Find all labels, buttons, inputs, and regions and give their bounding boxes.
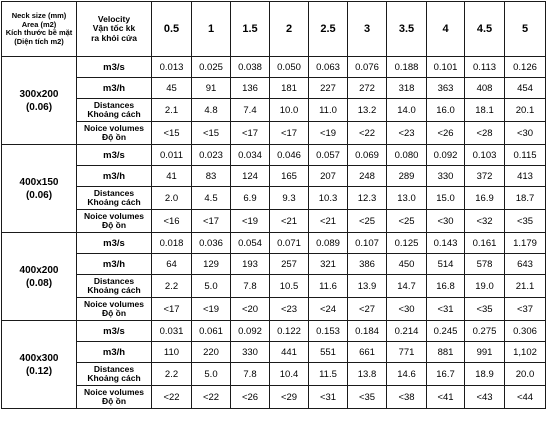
row-unit-label <box>77 321 152 342</box>
table-cell: 0.125 <box>387 233 427 254</box>
table-cell: <26 <box>427 122 465 145</box>
table-cell: <17 <box>270 122 309 145</box>
table-cell: <31 <box>427 298 465 321</box>
table-cell: <15 <box>192 122 231 145</box>
row-unit-label-line: Distances <box>93 276 135 286</box>
row-unit-label <box>77 386 152 409</box>
table-cell: <15 <box>152 122 192 145</box>
table-cell: <29 <box>270 386 309 409</box>
table-cell: 4.8 <box>192 99 231 122</box>
table-cell: 20.0 <box>505 363 546 386</box>
table-row <box>2 187 546 210</box>
table-cell: 0.076 <box>348 57 387 78</box>
table-cell: 0.071 <box>270 233 309 254</box>
table-cell: 0.034 <box>231 145 270 166</box>
row-unit-label-line: Distances <box>93 364 135 374</box>
table-row <box>2 363 546 386</box>
neck-area-value: (0.12) <box>25 365 53 377</box>
table-cell: 2.0 <box>152 187 192 210</box>
row-unit-label-line: m3/h <box>102 346 126 358</box>
table-cell: <17 <box>192 210 231 233</box>
table-cell: 18.9 <box>465 363 505 386</box>
table-cell: 18.1 <box>465 99 505 122</box>
table-cell: <19 <box>309 122 348 145</box>
table-cell: 551 <box>309 342 348 363</box>
table-cell: 372 <box>465 166 505 187</box>
table-row <box>2 275 546 298</box>
table-cell: 13.9 <box>348 275 387 298</box>
table-cell: 9.3 <box>270 187 309 210</box>
table-cell: 0.036 <box>192 233 231 254</box>
table-cell: <20 <box>231 298 270 321</box>
table-cell: 318 <box>387 78 427 99</box>
table-cell: 7.4 <box>231 99 270 122</box>
velocity-value-header: 3 <box>348 2 387 57</box>
table-cell: 12.3 <box>348 187 387 210</box>
table-cell: 14.0 <box>387 99 427 122</box>
row-unit-label-line: m3/s <box>103 237 125 249</box>
table-cell: 11.6 <box>309 275 348 298</box>
table-cell: <28 <box>465 122 505 145</box>
neck-size-header-line3: Kích thước bề mặt <box>5 28 73 37</box>
row-unit-label <box>77 233 152 254</box>
table-cell: <19 <box>231 210 270 233</box>
row-unit-label-line: m3/s <box>103 325 125 337</box>
table-row <box>2 210 546 233</box>
table-cell: 10.5 <box>270 275 309 298</box>
table-cell: 0.023 <box>192 145 231 166</box>
table-cell: <44 <box>505 386 546 409</box>
table-cell: 6.9 <box>231 187 270 210</box>
table-cell: 14.6 <box>387 363 427 386</box>
table-cell: 0.031 <box>152 321 192 342</box>
row-unit-label-line: Khoảng cách <box>87 197 141 207</box>
velocity-value-header: 2 <box>270 2 309 57</box>
row-unit-label-line: Distances <box>93 100 135 110</box>
table-cell: 0.275 <box>465 321 505 342</box>
neck-size-header <box>2 2 77 57</box>
table-cell: <27 <box>348 298 387 321</box>
table-cell: <21 <box>309 210 348 233</box>
header-row <box>2 2 546 57</box>
table-cell: 15.0 <box>427 187 465 210</box>
table-cell: 207 <box>309 166 348 187</box>
table-row <box>2 342 546 363</box>
velocity-value-header: 1.5 <box>231 2 270 57</box>
neck-size-value: 400x150 <box>19 176 59 188</box>
table-row <box>2 166 546 187</box>
table-row <box>2 233 546 254</box>
table-cell: 0.122 <box>270 321 309 342</box>
table-row <box>2 321 546 342</box>
table-cell: <41 <box>427 386 465 409</box>
table-cell: 0.188 <box>387 57 427 78</box>
table-cell: 363 <box>427 78 465 99</box>
table-cell: 330 <box>427 166 465 187</box>
neck-size-group-label <box>2 57 77 145</box>
table-cell: 124 <box>231 166 270 187</box>
row-unit-label-line: Độ ồn <box>101 308 127 318</box>
velocity-header-line3: ra khỏi cửa <box>91 32 137 43</box>
table-cell: <25 <box>348 210 387 233</box>
table-cell: 881 <box>427 342 465 363</box>
table-cell: <43 <box>465 386 505 409</box>
row-unit-label <box>77 363 152 386</box>
table-cell: 4.5 <box>192 187 231 210</box>
table-cell: 18.7 <box>505 187 546 210</box>
table-cell: 20.1 <box>505 99 546 122</box>
velocity-header <box>77 2 152 57</box>
row-unit-label-line: m3/h <box>102 258 126 270</box>
table-cell: 13.0 <box>387 187 427 210</box>
table-cell: 0.025 <box>192 57 231 78</box>
table-cell: 578 <box>465 254 505 275</box>
neck-size-value: 400x200 <box>19 264 59 276</box>
row-unit-label-line: Noice volumes <box>84 211 144 221</box>
table-cell: 0.054 <box>231 233 270 254</box>
table-cell: 0.046 <box>270 145 309 166</box>
table-cell: 0.038 <box>231 57 270 78</box>
velocity-value-header: 4.5 <box>465 2 505 57</box>
table-cell: 2.1 <box>152 99 192 122</box>
table-cell: <30 <box>387 298 427 321</box>
velocity-value-header: 2.5 <box>309 2 348 57</box>
velocity-value-header: 4 <box>427 2 465 57</box>
table-cell: 16.7 <box>427 363 465 386</box>
table-cell: 45 <box>152 78 192 99</box>
row-unit-label <box>77 342 152 363</box>
table-cell: 110 <box>152 342 192 363</box>
table-cell: <38 <box>387 386 427 409</box>
table-cell: 0.306 <box>505 321 546 342</box>
table-cell: 16.8 <box>427 275 465 298</box>
table-cell: <30 <box>505 122 546 145</box>
table-cell: 129 <box>192 254 231 275</box>
row-unit-label <box>77 187 152 210</box>
neck-area-value: (0.06) <box>25 101 53 113</box>
table-cell: <35 <box>465 298 505 321</box>
neck-size-header-line2: Area (m2) <box>21 19 57 29</box>
table-body <box>2 57 546 409</box>
velocity-value-header: 1 <box>192 2 231 57</box>
table-cell: 0.214 <box>387 321 427 342</box>
table-cell: 83 <box>192 166 231 187</box>
table-cell: 0.018 <box>152 233 192 254</box>
table-cell: <35 <box>505 210 546 233</box>
table-cell: 11.5 <box>309 363 348 386</box>
table-cell: 0.126 <box>505 57 546 78</box>
row-unit-label-line: Distances <box>93 188 135 198</box>
table-cell: <37 <box>505 298 546 321</box>
table-cell: 454 <box>505 78 546 99</box>
row-unit-label-line: m3/h <box>102 170 126 182</box>
table-cell: 220 <box>192 342 231 363</box>
table-cell: 13.2 <box>348 99 387 122</box>
table-cell: 0.184 <box>348 321 387 342</box>
table-cell: <31 <box>309 386 348 409</box>
table-cell: <32 <box>465 210 505 233</box>
row-unit-label-line: m3/h <box>102 82 126 94</box>
neck-size-group-label <box>2 145 77 233</box>
table-cell: 21.1 <box>505 275 546 298</box>
table-cell: <19 <box>192 298 231 321</box>
airflow-performance-table <box>1 1 546 409</box>
neck-size-header-line1: Neck size (mm) <box>11 11 67 20</box>
table-cell: 0.069 <box>348 145 387 166</box>
velocity-value-header: 5 <box>505 2 546 57</box>
table-cell: 991 <box>465 342 505 363</box>
table-cell: 0.161 <box>465 233 505 254</box>
neck-size-value: 400x300 <box>19 352 59 364</box>
table-cell: 0.103 <box>465 145 505 166</box>
table-cell: 0.107 <box>348 233 387 254</box>
table-cell: <25 <box>387 210 427 233</box>
row-unit-label <box>77 298 152 321</box>
table-cell: 1.179 <box>505 233 546 254</box>
table-cell: 0.115 <box>505 145 546 166</box>
table-cell: 136 <box>231 78 270 99</box>
table-cell: 193 <box>231 254 270 275</box>
table-cell: 10.0 <box>270 99 309 122</box>
table-row <box>2 386 546 409</box>
table-row <box>2 254 546 275</box>
table-cell: <17 <box>152 298 192 321</box>
table-cell: 16.9 <box>465 187 505 210</box>
table-cell: 441 <box>270 342 309 363</box>
row-unit-label <box>77 210 152 233</box>
table-row <box>2 298 546 321</box>
table-cell: 0.113 <box>465 57 505 78</box>
table-cell: 257 <box>270 254 309 275</box>
row-unit-label-line: Khoảng cách <box>87 373 141 383</box>
row-unit-label <box>77 122 152 145</box>
table-cell: <22 <box>192 386 231 409</box>
row-unit-label-line: m3/s <box>103 61 125 73</box>
table-cell: 0.057 <box>309 145 348 166</box>
row-unit-label-line: Độ ồn <box>101 132 127 142</box>
row-unit-label <box>77 254 152 275</box>
table-row <box>2 57 546 78</box>
table-cell: 0.089 <box>309 233 348 254</box>
row-unit-label <box>77 78 152 99</box>
table-cell: 91 <box>192 78 231 99</box>
table-cell: 0.092 <box>427 145 465 166</box>
table-cell: 0.092 <box>231 321 270 342</box>
table-cell: 19.0 <box>465 275 505 298</box>
table-cell: 10.4 <box>270 363 309 386</box>
row-unit-label-line: Noice volumes <box>84 123 144 133</box>
row-unit-label-line: Noice volumes <box>84 299 144 309</box>
table-cell: 13.8 <box>348 363 387 386</box>
table-cell: <35 <box>348 386 387 409</box>
table-cell: 0.061 <box>192 321 231 342</box>
table-cell: 227 <box>309 78 348 99</box>
table-cell: 321 <box>309 254 348 275</box>
table-cell: 7.8 <box>231 275 270 298</box>
table-cell: 248 <box>348 166 387 187</box>
table-cell: <22 <box>152 386 192 409</box>
table-cell: <23 <box>270 298 309 321</box>
table-cell: 272 <box>348 78 387 99</box>
table-cell: 0.013 <box>152 57 192 78</box>
table-cell: 10.3 <box>309 187 348 210</box>
table-cell: <23 <box>387 122 427 145</box>
table-cell: 0.063 <box>309 57 348 78</box>
table-cell: 64 <box>152 254 192 275</box>
table-row <box>2 122 546 145</box>
table-cell: 0.101 <box>427 57 465 78</box>
table-cell: 11.0 <box>309 99 348 122</box>
table-cell: 386 <box>348 254 387 275</box>
row-unit-label <box>77 145 152 166</box>
neck-size-value: 300x200 <box>19 88 59 100</box>
neck-area-value: (0.08) <box>25 277 53 289</box>
table-cell: <21 <box>270 210 309 233</box>
velocity-value-header: 3.5 <box>387 2 427 57</box>
table-cell: 2.2 <box>152 275 192 298</box>
row-unit-label <box>77 166 152 187</box>
table-cell: <26 <box>231 386 270 409</box>
table-cell: 643 <box>505 254 546 275</box>
table-cell: 1,102 <box>505 342 546 363</box>
table-cell: 181 <box>270 78 309 99</box>
velocity-value-header: 0.5 <box>152 2 192 57</box>
table-cell: 413 <box>505 166 546 187</box>
neck-size-group-label <box>2 233 77 321</box>
table-cell: 0.080 <box>387 145 427 166</box>
table-cell: 16.0 <box>427 99 465 122</box>
table-cell: <17 <box>231 122 270 145</box>
row-unit-label-line: Độ ồn <box>101 220 127 230</box>
table-cell: 0.011 <box>152 145 192 166</box>
table-cell: 2.2 <box>152 363 192 386</box>
table-cell: 5.0 <box>192 275 231 298</box>
table-cell: 7.8 <box>231 363 270 386</box>
table-cell: 0.050 <box>270 57 309 78</box>
table-cell: 0.143 <box>427 233 465 254</box>
row-unit-label-line: Noice volumes <box>84 387 144 397</box>
row-unit-label <box>77 99 152 122</box>
row-unit-label-line: Độ ồn <box>101 396 127 406</box>
row-unit-label-line: Khoảng cách <box>87 109 141 119</box>
table-cell: 514 <box>427 254 465 275</box>
row-unit-label-line: m3/s <box>103 149 125 161</box>
neck-size-header-line4: (Diện tích m2) <box>14 36 64 46</box>
table-cell: 14.7 <box>387 275 427 298</box>
velocity-header-line2: Vận tốc kk <box>92 23 136 34</box>
table-cell: 330 <box>231 342 270 363</box>
table-row <box>2 99 546 122</box>
table-cell: <16 <box>152 210 192 233</box>
table-cell: 165 <box>270 166 309 187</box>
table-cell: <24 <box>309 298 348 321</box>
velocity-header-line1: Velocity <box>97 13 131 24</box>
table-cell: <30 <box>427 210 465 233</box>
table-row <box>2 145 546 166</box>
table-cell: 5.0 <box>192 363 231 386</box>
table-cell: 0.245 <box>427 321 465 342</box>
row-unit-label <box>77 57 152 78</box>
table-cell: 450 <box>387 254 427 275</box>
table-cell: 289 <box>387 166 427 187</box>
table-cell: 661 <box>348 342 387 363</box>
table-cell: <22 <box>348 122 387 145</box>
row-unit-label-line: Khoảng cách <box>87 285 141 295</box>
table-cell: 0.153 <box>309 321 348 342</box>
table-row <box>2 78 546 99</box>
table-cell: 41 <box>152 166 192 187</box>
table-cell: 771 <box>387 342 427 363</box>
row-unit-label <box>77 275 152 298</box>
table-cell: 408 <box>465 78 505 99</box>
neck-area-value: (0.06) <box>25 189 53 201</box>
neck-size-group-label <box>2 321 77 409</box>
